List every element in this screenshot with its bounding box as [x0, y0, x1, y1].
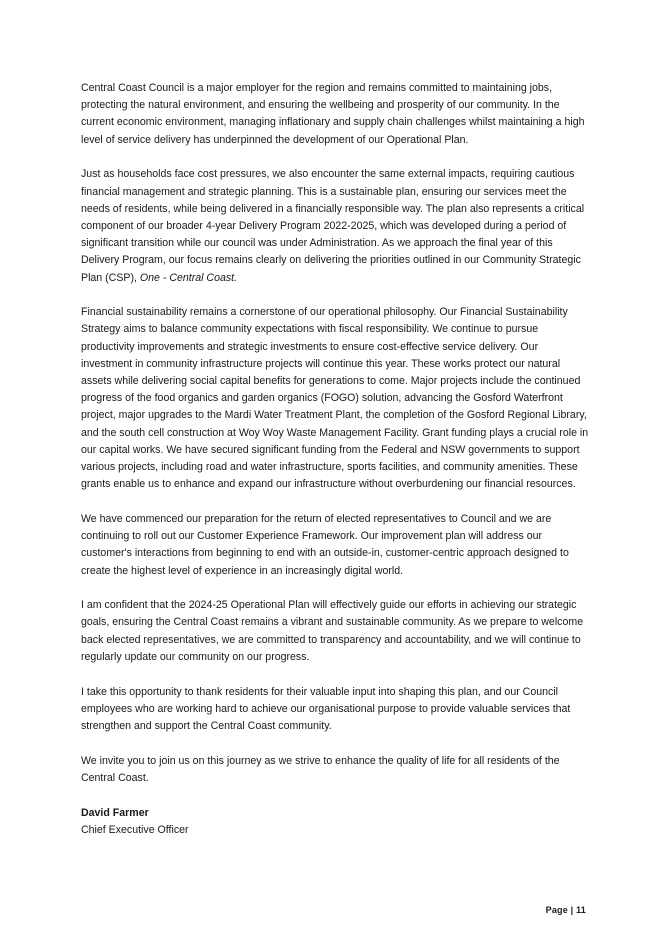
letter-body [81, 80, 591, 839]
paragraph-1: Central Coast Council is a major employer for the region and remains committed to maintaining jobs, protecting the natural environment, and ensuring the wellbeing and prosperity of our community. In the current economic environment, managing inflationary and supply chain challenges whilst maintaining a high level of service delivery has underpinned the development of our Operational Plan. [81, 82, 585, 146]
paragraph-4: We have commenced our preparation for the return of elected representatives to Council and we are continuing to roll out our Customer Experience Framework. Our improvement plan will address our customer's interactions from beginning to end with an outside-in, customer-centric approach designed to create the highest level of experience in an increasingly digital world. [81, 512, 569, 577]
paragraph-7: We invite you to join us on this journey as we strive to enhance the quality of life for all residents of the Central Coast. [81, 754, 560, 784]
paragraph-3: Financial sustainability remains a cornerstone of our operational philosophy. Our Financial Sustainability Strategy aims to balance community expectations with fiscal responsibility. We continue to pursue productivity improvements and strategic investments to ensure cost-effective service delivery. Our investment in community infrastructure projects will continue this year. These works protect our natural assets while delivering social capital benefits for generations to come. Major projects include the continued progress of the food organics and garden organics (FOGO) solution, advancing the Gosford Waterfront project, major upgrades to the Mardi Water Treatment Plant, the completion of the Gosford Regional Library, and the south cell construction at Woy Woy Waste Management Facility. Grant funding plays a crucial role in our capital works. We have secured significant funding from the Federal and NSW governments to support various projects, including road and water infrastructure, sports facilities, and community amenities. These grants enable us to enhance and expand our infrastructure without overburdening our financial resources. [81, 306, 589, 491]
page-number: Page | 11 [545, 905, 586, 915]
paragraph-5: I am confident that the 2024-25 Operational Plan will effectively guide our efforts in achieving our strategic goals, ensuring the Central Coast remains a vibrant and sustainable community. As we prepare to welcome back elected representatives, we are committed to transparency and accountability, and we will continue to regularly update our community on our progress. [81, 599, 584, 663]
signature-block [81, 805, 591, 839]
paragraph-6: I take this opportunity to thank residents for their valuable input into shaping this plan, and our Council employees who are working hard to achieve our organisational purpose to provide valuable services that strengthen and support the Central Coast community. [81, 685, 571, 732]
paragraph-2-text: Just as households face cost pressures, we also encounter the same external impacts, requiring cautious financial management and strategic planning. This is a sustainable plan, ensuring our services meet the needs of residents, while being delivered in a financially responsible way. The plan also represents a critical component of our broader 4-year Delivery Program 2022-2025, which was developed during a period of significant transition while our council was under Administration. As we approach the final year of this Delivery Program, our focus remains clearly on delivering the priorities outlined in our Community Strategic Plan (CSP), [81, 168, 585, 284]
signer-title: Chief Executive Officer [81, 823, 189, 836]
signer-name: David Farmer [81, 806, 149, 819]
csp-title: One - Central Coast. [139, 271, 238, 284]
paragraph-2 [81, 166, 591, 286]
